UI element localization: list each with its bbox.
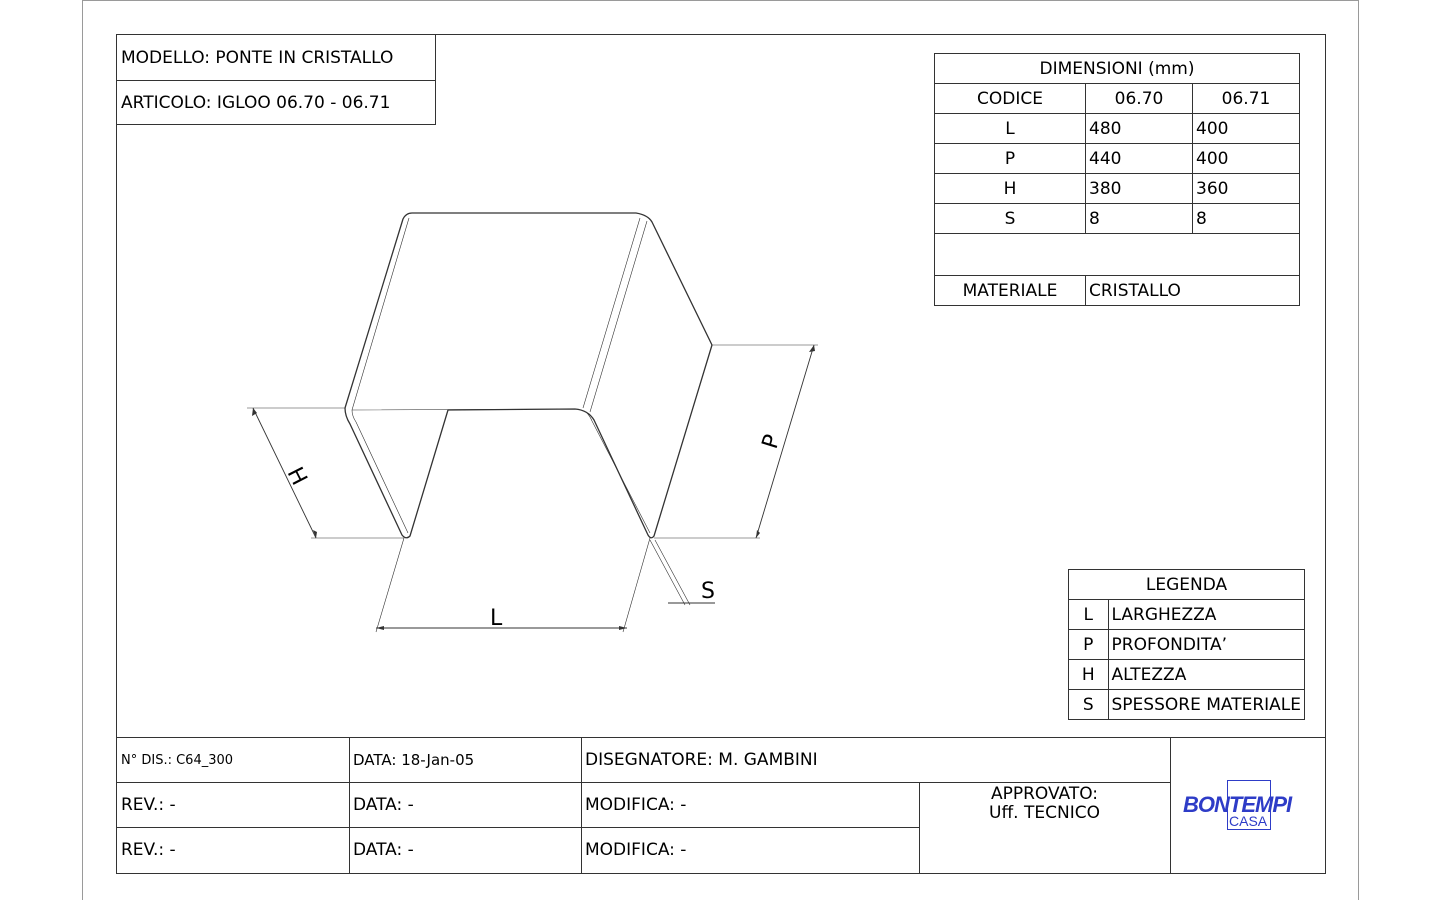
l-extension-right bbox=[623, 538, 650, 632]
legend-desc: LARGHEZZA bbox=[1108, 600, 1304, 630]
row-value: 8 bbox=[1086, 204, 1193, 234]
top-panel-outline bbox=[345, 213, 712, 408]
row-key: H bbox=[935, 174, 1086, 204]
title-block bbox=[116, 737, 1326, 874]
logo-sub: CASA bbox=[1229, 813, 1268, 829]
rev-2-change: MODIFICA: - bbox=[585, 840, 687, 860]
row-value: 400 bbox=[1193, 114, 1300, 144]
material-value: CRISTALLO bbox=[1086, 276, 1300, 306]
left-leg-inner bbox=[352, 409, 650, 533]
legend-desc: ALTEZZA bbox=[1108, 660, 1304, 690]
row-key: S bbox=[935, 204, 1086, 234]
rev-1: REV.: - bbox=[121, 794, 176, 815]
col-header-0670: 06.70 bbox=[1086, 84, 1193, 114]
legend-desc: SPESSORE MATERIALE bbox=[1108, 690, 1304, 720]
top-panel-inner-left bbox=[352, 218, 409, 410]
top-panel-fold-line bbox=[583, 218, 647, 412]
legend-key: S bbox=[1069, 690, 1109, 720]
drawing-date: DATA: 18-Jan-05 bbox=[353, 751, 475, 769]
left-leg bbox=[345, 345, 712, 538]
legend-row bbox=[1069, 690, 1305, 720]
legend-key: L bbox=[1069, 600, 1109, 630]
rev-2-date: DATA: - bbox=[353, 840, 414, 860]
legend-key: P bbox=[1069, 630, 1109, 660]
rev-2: REV.: - bbox=[121, 840, 176, 860]
legend-row bbox=[1069, 600, 1305, 630]
legend-row bbox=[1069, 630, 1305, 660]
dim-label-l: L bbox=[490, 606, 503, 631]
rev-1-date: DATA: - bbox=[353, 794, 414, 815]
bontempi-logo bbox=[1177, 780, 1321, 832]
row-value: 400 bbox=[1193, 144, 1300, 174]
s-extension bbox=[650, 540, 690, 605]
divider bbox=[349, 738, 350, 873]
col-header-code: CODICE bbox=[935, 84, 1086, 114]
col-header-0671: 06.71 bbox=[1193, 84, 1300, 114]
row-value: 8 bbox=[1193, 204, 1300, 234]
row-value: 480 bbox=[1086, 114, 1193, 144]
model-name: MODELLO: PONTE IN CRISTALLO bbox=[121, 47, 394, 68]
dimensions-title: DIMENSIONI (mm) bbox=[935, 54, 1300, 84]
dim-label-h: H bbox=[281, 463, 312, 490]
rev-1-change: MODIFICA: - bbox=[585, 794, 687, 815]
arrow-p-bottom bbox=[756, 530, 760, 538]
row-value: 360 bbox=[1193, 174, 1300, 204]
l-extension-left bbox=[376, 538, 404, 632]
legend-title: LEGENDA bbox=[1069, 570, 1305, 600]
approved-office: Uff. TECNICO bbox=[989, 803, 1100, 823]
row-key: L bbox=[935, 114, 1086, 144]
legend-desc: PROFONDITA’ bbox=[1108, 630, 1304, 660]
row-value: 380 bbox=[1086, 174, 1193, 204]
dim-label-p: P bbox=[757, 431, 786, 452]
approved-box bbox=[919, 785, 1170, 823]
divider bbox=[117, 827, 919, 828]
legend-table bbox=[1068, 569, 1305, 720]
legend-row bbox=[1069, 660, 1305, 690]
row-key: P bbox=[935, 144, 1086, 174]
legend-key: H bbox=[1069, 660, 1109, 690]
material-label: MATERIALE bbox=[935, 276, 1086, 306]
approved-label: APPROVATO: bbox=[990, 784, 1099, 804]
row-value: 440 bbox=[1086, 144, 1193, 174]
arrow-p-top bbox=[809, 345, 815, 352]
divider bbox=[1170, 738, 1171, 873]
drawing-number: N° DIS.: C64_300 bbox=[121, 752, 234, 768]
dim-label-s: S bbox=[701, 579, 715, 604]
designer: DISEGNATORE: M. GAMBINI bbox=[585, 750, 818, 770]
arrow-l-right bbox=[619, 626, 627, 630]
logo-wordmark: BONTEMPI bbox=[1183, 792, 1292, 817]
arrow-l-left bbox=[376, 626, 384, 630]
article-code: ARTICOLO: IGLOO 06.70 - 06.71 bbox=[121, 92, 391, 113]
divider bbox=[581, 738, 582, 873]
